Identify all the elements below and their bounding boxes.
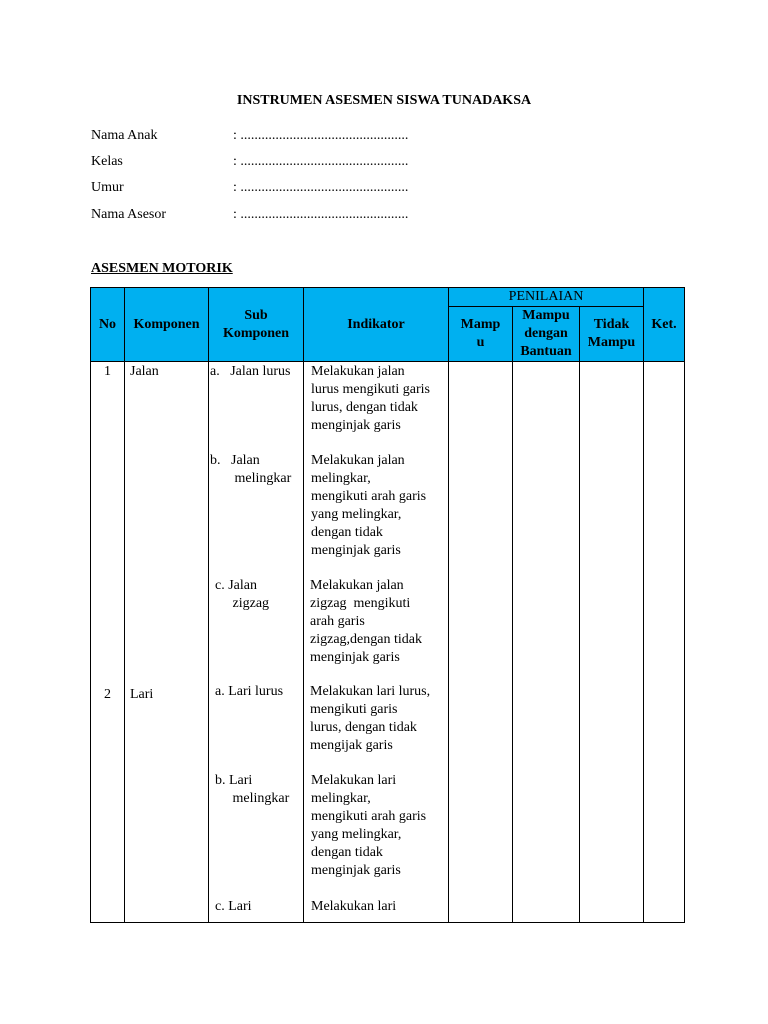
header-sub-komponen: Sub Komponen	[209, 288, 304, 362]
tidak-mampu-cell[interactable]	[580, 362, 644, 923]
sub-komponen-item: a. Lari lurus	[215, 684, 284, 699]
row-number: 2	[104, 687, 111, 702]
column-no	[91, 362, 125, 923]
field-nama-anak	[91, 128, 408, 144]
mampu-cell[interactable]	[449, 362, 513, 923]
indikator-text: Melakukan lari lurus, mengikuti garis lurus, dengan tidak mengijak garis	[310, 684, 431, 753]
header-ket: Ket.	[644, 288, 685, 362]
field-value: : ................................................	[233, 128, 409, 143]
field-label: Nama Anak	[91, 128, 158, 143]
header-no: No	[91, 288, 125, 362]
mampu-dengan-bantuan-cell[interactable]	[513, 362, 580, 923]
column-sub-komponen	[209, 362, 304, 923]
field-nama-asesor	[91, 207, 408, 223]
sub-komponen-item: c. Lari	[215, 899, 252, 914]
column-indikator	[304, 362, 449, 923]
row-number: 1	[104, 364, 111, 379]
komponen-label: Lari	[130, 687, 154, 702]
field-label: Kelas	[91, 154, 123, 169]
section-title: ASESMEN MOTORIK	[91, 261, 233, 276]
field-umur	[91, 180, 408, 196]
document-title: INSTRUMEN ASESMEN SISWA TUNADAKSA	[236, 93, 532, 108]
header-indikator: Indikator	[304, 288, 449, 362]
header-tidak-mampu: Tidak Mampu	[580, 307, 644, 362]
header-komponen: Komponen	[125, 288, 209, 362]
sub-komponen-item: c. Jalan zigzag	[215, 578, 270, 611]
field-label: Nama Asesor	[91, 207, 167, 222]
indikator-text: Melakukan lari	[311, 899, 397, 914]
field-value: : ................................................	[233, 207, 409, 222]
field-value: : ................................................	[233, 154, 409, 169]
sub-komponen-item: b. Lari melingkar	[215, 773, 290, 806]
field-value: : ................................................	[233, 180, 409, 195]
indikator-text: Melakukan lari melingkar, mengikuti arah garis yang melingkar, dengan tidak menginjak garis	[311, 773, 427, 878]
header-mampu-dengan-bantuan: Mampu dengan Bantuan	[513, 307, 580, 362]
komponen-label: Jalan	[130, 364, 159, 379]
column-komponen	[125, 362, 209, 923]
header-mampu: Mamp u	[449, 307, 513, 362]
header-penilaian: PENILAIAN	[449, 288, 644, 307]
ket-cell[interactable]	[644, 362, 685, 923]
indikator-text: Melakukan jalan melingkar, mengikuti arah garis yang melingkar, dengan tidak menginjak garis	[311, 453, 427, 558]
field-label: Umur	[91, 180, 124, 195]
indikator-text: Melakukan jalan lurus mengikuti garis lurus, dengan tidak menginjak garis	[311, 364, 430, 433]
sub-komponen-item: a. Jalan lurus	[210, 364, 291, 379]
indikator-text: Melakukan jalan zigzag mengikuti arah garis zigzag,dengan tidak menginjak garis	[310, 578, 422, 665]
sub-komponen-item: b. Jalan melingkar	[210, 453, 292, 486]
field-kelas	[91, 154, 408, 170]
assessment-table	[90, 287, 685, 923]
